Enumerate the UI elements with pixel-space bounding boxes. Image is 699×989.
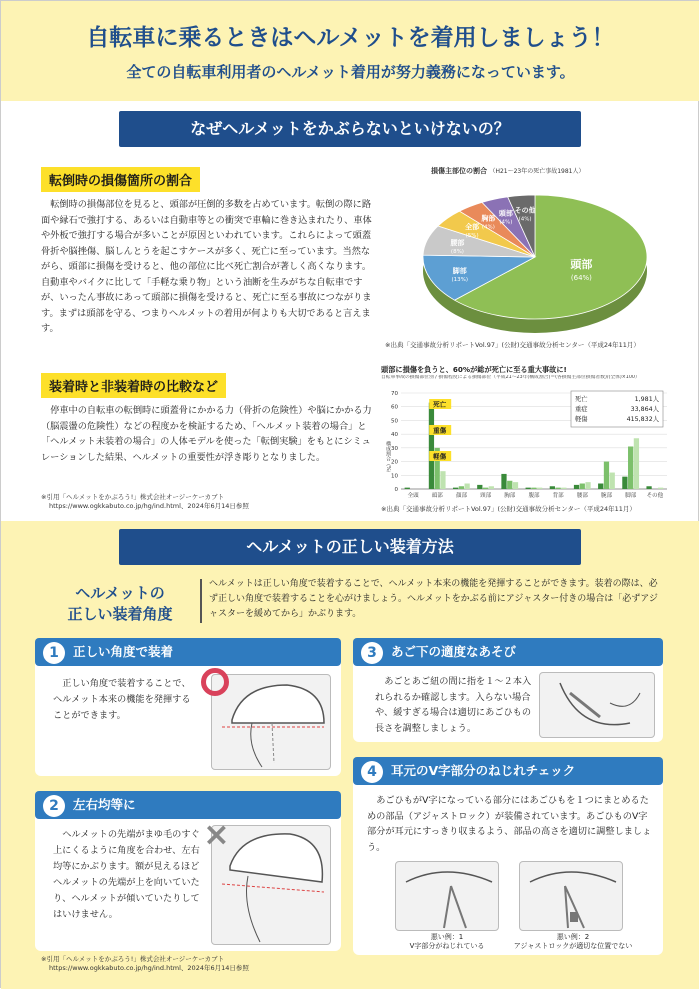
pie-slice-percent: (4%) [481,224,495,231]
footer-cite-line1: ※引用「ヘルメットをかぶろう!」株式会社オージーケーカブト [41,955,225,963]
step1-number: 1 [43,642,65,664]
pie-slice-label: 頭部 [570,257,593,271]
bar-x-tick: その他 [646,493,664,499]
step4-title: 耳元のV字部分のねじれチェック [391,763,576,778]
pie-slice-percent: (5%) [465,233,479,240]
totals-value: 1,981人 [634,396,659,403]
bar-chart-subtitle: 自転車事故の損傷部位別 / 損傷程度による損傷部位（平成21～23年(構成割合)＝(各損傷主部位損傷者数)/(全体)×100） [381,375,640,380]
injury-body: 転倒時の損傷部位を見ると、頭部が圧倒的多数を占めています。転倒の際に路面や縁石で強打する、あるいは自動車等との衝突で車輪に巻き込まれたり、車体や外板で強打する場合が多いことが原因といわれています。これらによって頭蓋骨折や脳挫傷、脳しんとうを起こすケースが多く、死亡に至っています。当然ながら、頭部に損傷を受けると、他の部位に比べ死亡割合が著しく高くなります。自動車やバイクに比して「手軽な乗り物」という油断を生みがちな自転車ですが、いったん事故にあって頭部に損傷を受けると、死亡に至る事故につながります。まずは頭部を守る、つまりヘルメットの着用が何よりも大切であると言えます。 [41,199,372,334]
step2-body: ヘルメットの先端がまゆ毛のすぐ上にくるように角度を合わせ、左右均等にかぶります。額が見えるほどヘルメットの先端が上を向いていたり、ヘルメットが傾いていたりしてはいけません。 [53,829,200,920]
step3-illustration [539,672,655,738]
helmet-side-icon [212,675,332,771]
compare-cite-line2: https://www.ogkkabuto.co.jp/hg/ind.html、2024年6月14日参照 [49,502,249,510]
pie-chart-panel [385,167,675,357]
compare-heading: 装着時と非装着時の比較など [41,373,226,398]
bar [585,482,590,489]
bar [459,486,464,489]
step1-body: 正しい角度で装着することで、ヘルメット本来の機能を発揮することができます。 [53,678,191,721]
bar [598,484,603,489]
pie-source: ※出典「交通事故分析リポートVol.97」(公財)交通事故分析センター（平成24年11月） [385,341,640,349]
bar [550,486,555,489]
bar [604,462,609,489]
bar-y-label: 構成割合（%） [385,441,391,476]
angle-intro: ヘルメットは正しい角度で装着することで、ヘルメット本来の機能を発揮することができます。装着の際は、必ず正しい角度で装着することを心がけましょう。ヘルメットをかぶる前にアジャスター付きの場合は「必ずアジャスターを緩めてから」かぶります。 [209,579,658,619]
totals-label: 軽傷 [575,416,588,423]
page-subtitle: 全ての自転車利用者のヘルメット着用が努力義務になっています。 [126,63,575,81]
legend-label: 重傷 [433,426,447,435]
step1-illustration [211,674,331,770]
step3-header [353,638,663,666]
section-why-bar: なぜヘルメットをかぶらないといけないの？ [119,111,581,147]
bar-x-tick: 脚部 [625,493,637,499]
bar [580,484,585,489]
bar [658,488,663,489]
bar-y-tick: 60 [391,404,398,411]
pie-slice-percent: (4%) [518,216,532,223]
pie-slice-label: 脚部 [452,267,467,276]
bar-x-tick: 背部 [552,493,564,499]
bar-x-tick: 腰部 [576,493,588,499]
bar [561,488,566,489]
step1-card [35,638,341,776]
bar [555,488,560,489]
bad-example2-caption [503,933,643,951]
pie-slice-label: 全部 [465,223,480,232]
pie-slice-percent: (4%) [499,219,513,226]
step1-header [35,638,341,666]
bar-y-tick: 70 [391,391,398,397]
step3-title: あご下の適度なあそび [391,644,517,659]
twisted-strap-icon [396,862,500,932]
bad-example1-label: 悪い例：1 [430,933,464,941]
pie-slice-label: その他 [514,206,536,215]
compare-cite [41,493,249,511]
injury-heading: 転倒時の損傷箇所の割合 [41,167,200,192]
helmet-tilted-icon [212,826,332,946]
step3-card [353,638,663,742]
bar-x-tick: 全頭 [407,493,419,499]
bar-chart [381,387,675,509]
bar [507,481,512,489]
wrong-cross-icon: × [203,815,230,853]
step2-title: 左右均等に [73,797,136,812]
bar-y-tick: 0 [394,487,398,493]
bar-x-tick: 頸部 [480,493,492,499]
adjust-lock-icon [520,862,624,932]
pie-slice-percent: (13%) [451,277,469,284]
totals-label: 死亡 [575,396,588,403]
step4-header [353,757,663,785]
angle-label-line1: ヘルメットの [75,584,165,602]
bar [574,485,579,489]
compare-body: 停車中の自転車の転倒時に頭蓋骨にかかる力（骨折の危険性）や脳にかかる力（脳震盪の危険性）などの程度かを検証するため、「ヘルメット装着の場合」と「ヘルメット未装着の場合」の人体モデルを使った「転倒実験」をもとにシミュレーションした結果、ヘルメットの重要性が浮き彫りとなりました。 [41,405,372,463]
bar-y-tick: 30 [391,445,398,452]
bar-y-tick: 50 [391,418,398,425]
pie-slice-percent: (64%) [570,273,592,282]
bar-source: ※出典「交通事故分析リポートVol.97」(公財)交通事故分析センター（平成24年11月） [381,505,636,513]
step4-number: 4 [361,761,383,783]
bar [405,488,410,489]
bar [513,482,518,489]
bad-example1-desc: V字部分がねじれている [409,942,485,950]
page-title: 自転車に乗るときはヘルメットを着用しましょう！ [86,25,615,51]
bad-example1-illustration [395,861,499,931]
step4-card [353,757,663,955]
bar-x-tick: 腕部 [601,493,613,499]
bar [628,446,633,489]
legend-label: 軽傷 [433,452,447,461]
step2-number: 2 [43,795,65,817]
angle-label-line2: 正しい装着角度 [67,605,173,623]
step2-header [35,791,341,819]
bar [610,473,615,489]
bar [646,486,651,489]
step3-body: あごとあご紐の間に指を１～２本入れられるか確認します。入らない場合や、緩すぎる場合は適切にあごひもの長さを調整しましょう。 [375,676,532,734]
bad-example2-label: 悪い例：2 [556,933,590,941]
step3-number: 3 [361,642,383,664]
bar-x-tick: 腹部 [528,493,540,499]
bad-example1-caption [383,933,511,951]
bar-chart-panel [381,365,675,515]
correct-circle-icon [201,668,229,696]
footer-cite-line2: https://www.ogkkabuto.co.jp/hg/ind.html、2024年6月14日参照 [49,964,249,972]
totals-value: 415,832人 [626,416,659,423]
pie-slice-label: 胸部 [481,214,496,223]
angle-divider [200,579,202,623]
bar [526,488,531,489]
bar [501,474,506,489]
section-howto-bar: ヘルメットの正しい装着方法 [119,529,581,565]
chin-strap-icon [540,673,656,739]
totals-label: 重症 [575,406,588,413]
footer-cite [41,955,249,973]
step4-body: あごひもがV字になっている部分にはあごひもを１つにまとめるための部品（アジャストロック）が装備されています。あごひものV字部分が耳元にすっきり収まるよう、部品の高さを適切に調整しましょう。 [367,795,652,853]
bar-y-tick: 20 [391,459,398,466]
bar [537,488,542,489]
pie-title: 損傷主部位の割合 [431,167,487,175]
bar-x-tick: 顔部 [455,493,467,499]
bar-chart-title: 頭部に損傷を負うと、60%が総が死亡に至る重大事故に! [381,365,567,374]
pie-chart [385,177,675,352]
bar [634,438,639,489]
pie-slice-percent: (8%) [450,248,464,255]
totals-value: 33,864人 [630,406,659,413]
step1-title: 正しい角度で装着 [73,644,174,659]
legend-label: 死亡 [433,400,447,409]
bar [465,484,470,489]
bar-x-tick: 頭部 [431,493,443,499]
bar [489,486,494,489]
pie-slice-label: 頭部 [498,209,513,218]
bar [531,488,536,489]
bar [622,477,627,489]
angle-label [45,583,195,625]
pie-slice-label: 腰部 [450,238,465,247]
bar [477,485,482,489]
bar [429,403,434,489]
bar [440,471,445,489]
step2-card [35,791,341,951]
bad-example2-illustration [519,861,623,931]
compare-cite-line1: ※引用「ヘルメットをかぶろう!」株式会社オージーケーカブト [41,493,225,501]
bar [483,488,488,489]
bar-y-tick: 10 [391,473,398,480]
bar-x-tick: 胸部 [504,493,516,499]
pie-subtitle: （H21～23年の死亡事故1981人） [489,168,585,175]
bar [453,488,458,489]
bad-example2-desc: アジャストロックが適切な位置でない [513,942,633,950]
bar-y-tick: 40 [391,432,398,439]
